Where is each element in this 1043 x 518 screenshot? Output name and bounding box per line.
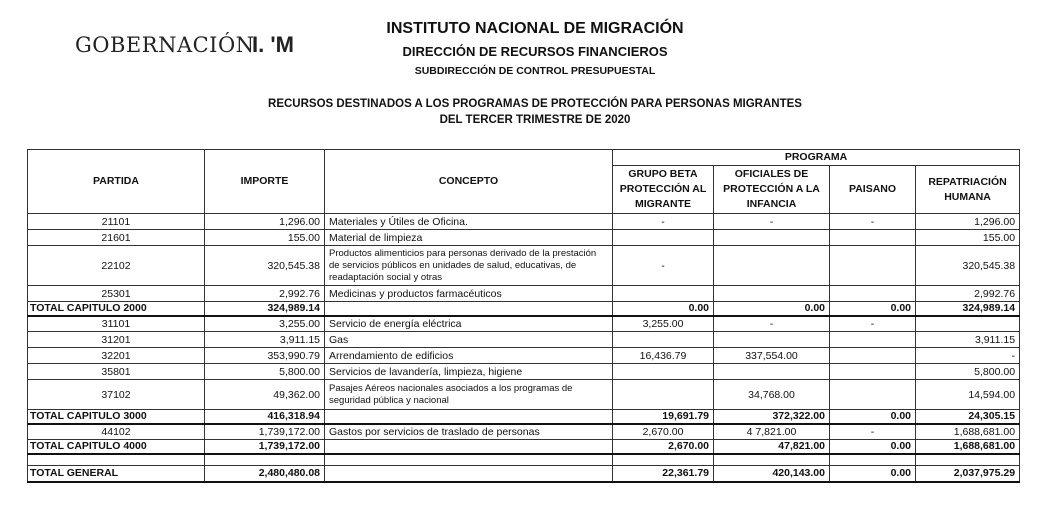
cell-partida: 31201 — [28, 332, 205, 348]
report-title: RECURSOS DESTINADOS A LOS PROGRAMAS DE PROTECCIÓN PARA PERSONAS MIGRANTES — [268, 98, 802, 110]
cell-oficiales — [714, 230, 830, 246]
cell-partida: 44102 — [28, 424, 205, 440]
cell-oficiales: 4 7,821.00 — [714, 424, 830, 440]
cell-paisano — [830, 332, 916, 348]
cell-repatriacion: 2,037,975.29 — [916, 466, 1020, 482]
cell-oficiales: 47,821.00 — [714, 440, 830, 454]
cell-importe: 320,545.38 — [205, 246, 325, 286]
cell-beta — [613, 230, 714, 246]
cell-partida: 21101 — [28, 214, 205, 230]
table-row — [28, 214, 1020, 230]
table-row — [28, 316, 1020, 332]
cell-beta: 3,255.00 — [613, 316, 714, 332]
cell-beta: 19,691.79 — [613, 410, 714, 424]
table-row — [28, 364, 1020, 380]
cell-paisano: 0.00 — [830, 440, 916, 454]
cell-concepto — [325, 410, 613, 424]
header-oficiales: OFICIALES DE PROTECCIÓN A LA INFANCIA — [714, 166, 830, 214]
header-concepto: CONCEPTO — [325, 150, 613, 214]
cell-partida: TOTAL CAPITULO 4000 — [28, 440, 205, 454]
cell-concepto: Gas — [325, 332, 613, 348]
cell-repatriacion: 1,296.00 — [916, 214, 1020, 230]
cell-concepto: Medicinas y productos farmacéuticos — [325, 286, 613, 302]
cell-repatriacion: - — [916, 348, 1020, 364]
cell-beta: - — [613, 214, 714, 230]
cell-partida: 25301 — [28, 286, 205, 302]
cell-partida: 32201 — [28, 348, 205, 364]
header-importe: IMPORTE — [205, 150, 325, 214]
cell-beta: 22,361.79 — [613, 466, 714, 482]
cell-importe: 1,739,172.00 — [205, 440, 325, 454]
spacer-cell — [325, 454, 613, 466]
cell-importe: 49,362.00 — [205, 380, 325, 410]
direction-title: DIRECCIÓN DE RECURSOS FINANCIEROS — [402, 44, 668, 59]
cell-importe: 416,318.94 — [205, 410, 325, 424]
cell-paisano — [830, 380, 916, 410]
spacer-cell — [28, 454, 205, 466]
cell-concepto: Productos alimenticios para personas derivado de la prestación de servicios públicos en unidades de salud, educativas, de readaptación social y otras — [325, 246, 613, 286]
cell-partida: 31101 — [28, 316, 205, 332]
cell-importe: 2,992.76 — [205, 286, 325, 302]
cell-oficiales: 34,768.00 — [714, 380, 830, 410]
header-paisano: PAISANO — [830, 166, 916, 214]
cell-paisano: 0.00 — [830, 410, 916, 424]
cell-oficiales — [714, 246, 830, 286]
cell-paisano — [830, 348, 916, 364]
cell-concepto: Pasajes Aéreos nacionales asociados a los programas de seguridad pública y nacional — [325, 380, 613, 410]
cell-partida: 37102 — [28, 380, 205, 410]
table-row — [28, 246, 1020, 286]
cell-repatriacion: 2,992.76 — [916, 286, 1020, 302]
cell-concepto — [325, 302, 613, 316]
cell-oficiales: 337,554.00 — [714, 348, 830, 364]
cell-repatriacion: 3,911.15 — [916, 332, 1020, 348]
cell-partida: TOTAL GENERAL — [28, 466, 205, 482]
cell-concepto: Servicio de energía eléctrica — [325, 316, 613, 332]
cell-paisano: 0.00 — [830, 302, 916, 316]
total-row-3000 — [28, 410, 1020, 424]
inm-logo: I. 'M — [252, 32, 294, 57]
budget-table — [27, 149, 1020, 483]
total-row-4000 — [28, 440, 1020, 454]
cell-importe: 353,990.79 — [205, 348, 325, 364]
header-partida: PARTIDA — [28, 150, 205, 214]
cell-importe: 5,800.00 — [205, 364, 325, 380]
cell-concepto: Arrendamiento de edificios — [325, 348, 613, 364]
cell-oficiales: - — [714, 316, 830, 332]
table-row — [28, 286, 1020, 302]
cell-importe: 155.00 — [205, 230, 325, 246]
cell-partida: TOTAL CAPITULO 2000 — [28, 302, 205, 316]
cell-importe: 1,296.00 — [205, 214, 325, 230]
table-row — [28, 348, 1020, 364]
cell-paisano — [830, 230, 916, 246]
cell-paisano: 0.00 — [830, 466, 916, 482]
table-header-row-1 — [28, 150, 1020, 166]
report-period: DEL TERCER TRIMESTRE DE 2020 — [439, 114, 631, 126]
cell-beta — [613, 380, 714, 410]
cell-beta — [613, 286, 714, 302]
cell-importe: 324,989.14 — [205, 302, 325, 316]
header-programa: PROGRAMA — [613, 150, 1020, 166]
cell-repatriacion: 1,688,681.00 — [916, 440, 1020, 454]
spacer-cell — [613, 454, 714, 466]
cell-paisano: - — [830, 214, 916, 230]
subdirection-title: SUBDIRECCIÓN DE CONTROL PRESUPUESTAL — [414, 65, 656, 77]
cell-concepto — [325, 440, 613, 454]
cell-importe: 3,255.00 — [205, 316, 325, 332]
table-row — [28, 230, 1020, 246]
cell-concepto: Material de limpieza — [325, 230, 613, 246]
cell-repatriacion: 155.00 — [916, 230, 1020, 246]
cell-oficiales — [714, 364, 830, 380]
cell-paisano — [830, 364, 916, 380]
gobernacion-label: GOBERNACIÓN — [75, 33, 255, 57]
cell-beta: 16,436.79 — [613, 348, 714, 364]
document-header — [0, 0, 1043, 150]
spacer-cell — [916, 454, 1020, 466]
institute-title: INSTITUTO NACIONAL DE MIGRACIÓN — [386, 20, 684, 37]
cell-importe: 3,911.15 — [205, 332, 325, 348]
cell-repatriacion: 24,305.15 — [916, 410, 1020, 424]
cell-repatriacion: 1,688,681.00 — [916, 424, 1020, 440]
table-row — [28, 332, 1020, 348]
cell-concepto: Gastos por servicios de traslado de personas — [325, 424, 613, 440]
cell-oficiales: 372,322.00 — [714, 410, 830, 424]
cell-beta: 2,670.00 — [613, 424, 714, 440]
cell-oficiales — [714, 332, 830, 348]
spacer-row — [28, 454, 1020, 466]
cell-repatriacion: 5,800.00 — [916, 364, 1020, 380]
cell-importe: 2,480,480.08 — [205, 466, 325, 482]
cell-beta: 0.00 — [613, 302, 714, 316]
cell-paisano — [830, 286, 916, 302]
cell-paisano — [830, 246, 916, 286]
table-row — [28, 424, 1020, 440]
cell-repatriacion: 324,989.14 — [916, 302, 1020, 316]
cell-oficiales: - — [714, 214, 830, 230]
cell-partida: 21601 — [28, 230, 205, 246]
cell-oficiales: 0.00 — [714, 302, 830, 316]
cell-concepto: Materiales y Útiles de Oficina. — [325, 214, 613, 230]
spacer-cell — [205, 454, 325, 466]
total-row-2000 — [28, 302, 1020, 316]
cell-beta — [613, 364, 714, 380]
cell-importe: 1,739,172.00 — [205, 424, 325, 440]
cell-oficiales: 420,143.00 — [714, 466, 830, 482]
cell-concepto — [325, 466, 613, 482]
table-row — [28, 380, 1020, 410]
cell-repatriacion: 14,594.00 — [916, 380, 1020, 410]
spacer-cell — [714, 454, 830, 466]
cell-partida: 22102 — [28, 246, 205, 286]
total-general-row — [28, 466, 1020, 482]
cell-partida: TOTAL CAPITULO 3000 — [28, 410, 205, 424]
cell-beta — [613, 332, 714, 348]
cell-paisano: - — [830, 316, 916, 332]
spacer-cell — [830, 454, 916, 466]
cell-paisano: - — [830, 424, 916, 440]
cell-repatriacion: 320,545.38 — [916, 246, 1020, 286]
cell-beta: 2,670.00 — [613, 440, 714, 454]
cell-repatriacion — [916, 316, 1020, 332]
header-grupo-beta: GRUPO BETA PROTECCIÓN AL MIGRANTE — [613, 166, 714, 214]
cell-beta: - — [613, 246, 714, 286]
cell-concepto: Servicios de lavandería, limpieza, higiene — [325, 364, 613, 380]
cell-partida: 35801 — [28, 364, 205, 380]
header-repatriacion: REPATRIACIÓN HUMANA — [916, 166, 1020, 214]
cell-oficiales — [714, 286, 830, 302]
